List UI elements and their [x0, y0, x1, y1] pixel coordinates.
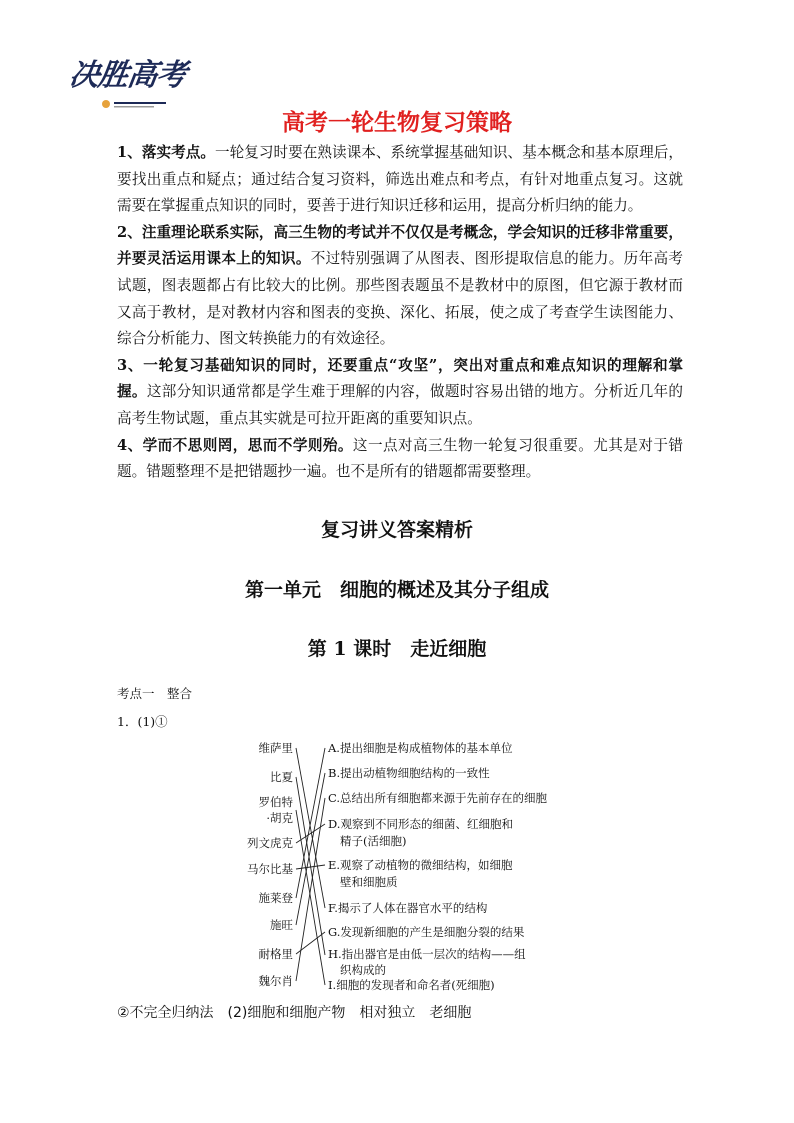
- contribution-label: 织构成的: [340, 963, 386, 977]
- strategy-text: [117, 140, 683, 486]
- lesson-heading: 第 1 课时 走近细胞: [307, 638, 487, 660]
- unit-heading: 第一单元 细胞的概述及其分子组成: [244, 579, 549, 601]
- paragraph-3: [117, 353, 683, 433]
- paragraph-4-text: 这一点对高三生物一轮复习很重要。尤其是对于错题。错题整理不是把错题抄一遍。也不是所有的错题都需要整理。: [117, 436, 683, 481]
- contribution-label: F.揭示了人体在器官水平的结构: [328, 901, 488, 915]
- paragraph-4-lead: 4、学而不思则罔，思而不学则殆。: [117, 436, 353, 454]
- match-line: [296, 810, 325, 985]
- matching-diagram: [230, 736, 570, 996]
- contribution-label: A.提出细胞是构成植物体的基本单位: [328, 741, 513, 755]
- contribution-label: 精子(活细胞): [340, 834, 407, 848]
- point-label: 考点一 整合: [117, 686, 193, 701]
- contribution-label: I.细胞的发现者和命名者(死细胞): [328, 978, 495, 992]
- paragraph-1: [117, 140, 683, 220]
- question-number: 1．(1)①: [117, 714, 168, 729]
- paragraph-2: [117, 220, 683, 353]
- contribution-label: E.观察了动植物的微细结构，如细胞: [328, 858, 513, 872]
- paragraph-3-lead: 3、一轮复习基础知识的同时，还要重点“攻坚”，突出对重点和难点知识的理解和掌握。: [117, 356, 683, 401]
- paragraph-2-lead: 2、注重理论联系实际，高三生物的考试并不仅仅是考概念，学会知识的迁移非常重要，并要灵活运用课本上的知识。: [117, 223, 683, 268]
- paragraph-3-text: 这部分知识通常都是学生难于理解的内容，做题时容易出错的地方。分析近几年的高考生物试题，重点其实就是可拉开距离的重要知识点。: [117, 383, 683, 427]
- paragraph-1-text: 一轮复习时要在熟读课本、系统掌握基础知识、基本概念和基本原理后，要找出重点和疑点；通过结合复习资料，筛选出难点和考点，有针对地重点复习。这就需要在掌握重点知识的同时，要善于进行知识迁移和运用，提高分析归纳的能力。: [117, 144, 683, 215]
- scientist-label: 罗伯特: [258, 795, 293, 809]
- scientist-label: 维萨里: [258, 741, 293, 755]
- scientist-label: 魏尔肖: [258, 974, 293, 988]
- answer-line: ②不完全归纳法 (2)细胞和细胞产物 相对独立 老细胞: [117, 1005, 472, 1021]
- scientist-label: 施莱登: [258, 891, 293, 905]
- scientist-label: 比夏: [270, 770, 293, 784]
- contribution-label: H.指出器官是由低一层次的结构——组: [328, 947, 526, 961]
- match-line: [296, 773, 325, 925]
- section-heading: 复习讲义答案精析: [320, 519, 473, 541]
- contribution-label: D.观察到不同形态的细菌、红细胞和: [328, 817, 513, 831]
- logo-text: 决胜高考: [67, 58, 188, 93]
- scientist-label: 列文虎克: [247, 836, 293, 850]
- paragraph-4: [117, 433, 683, 486]
- scientist-label: ·胡克: [266, 811, 293, 825]
- scientist-label: 施旺: [270, 918, 293, 932]
- paragraph-1-lead: 1、落实考点。: [117, 144, 215, 161]
- paragraph-2-text: 不过特别强调了从图表、图形提取信息的能力。历年高考试题，图表题都占有比较大的比例。那些图表题虽不是教材中的原图，但它源于教材而又高于教材，是对教材内容和图表的变换、深化、拓展，使之成了考查学生读图能力、综合分析能力、图文转换能力的有效途径。: [117, 250, 683, 348]
- page-title: 高考一轮生物复习策略: [282, 110, 512, 136]
- contribution-label: G.发现新细胞的产生是细胞分裂的结果: [328, 925, 525, 939]
- scientist-label: 马尔比基: [247, 862, 293, 876]
- contribution-label: C.总结出所有细胞都来源于先前存在的细胞: [328, 791, 548, 805]
- contribution-label: 壁和细胞质: [340, 875, 398, 889]
- contribution-label: B.提出动植物细胞结构的一致性: [328, 766, 490, 780]
- scientist-label: 耐格里: [258, 947, 293, 961]
- match-line: [296, 798, 325, 981]
